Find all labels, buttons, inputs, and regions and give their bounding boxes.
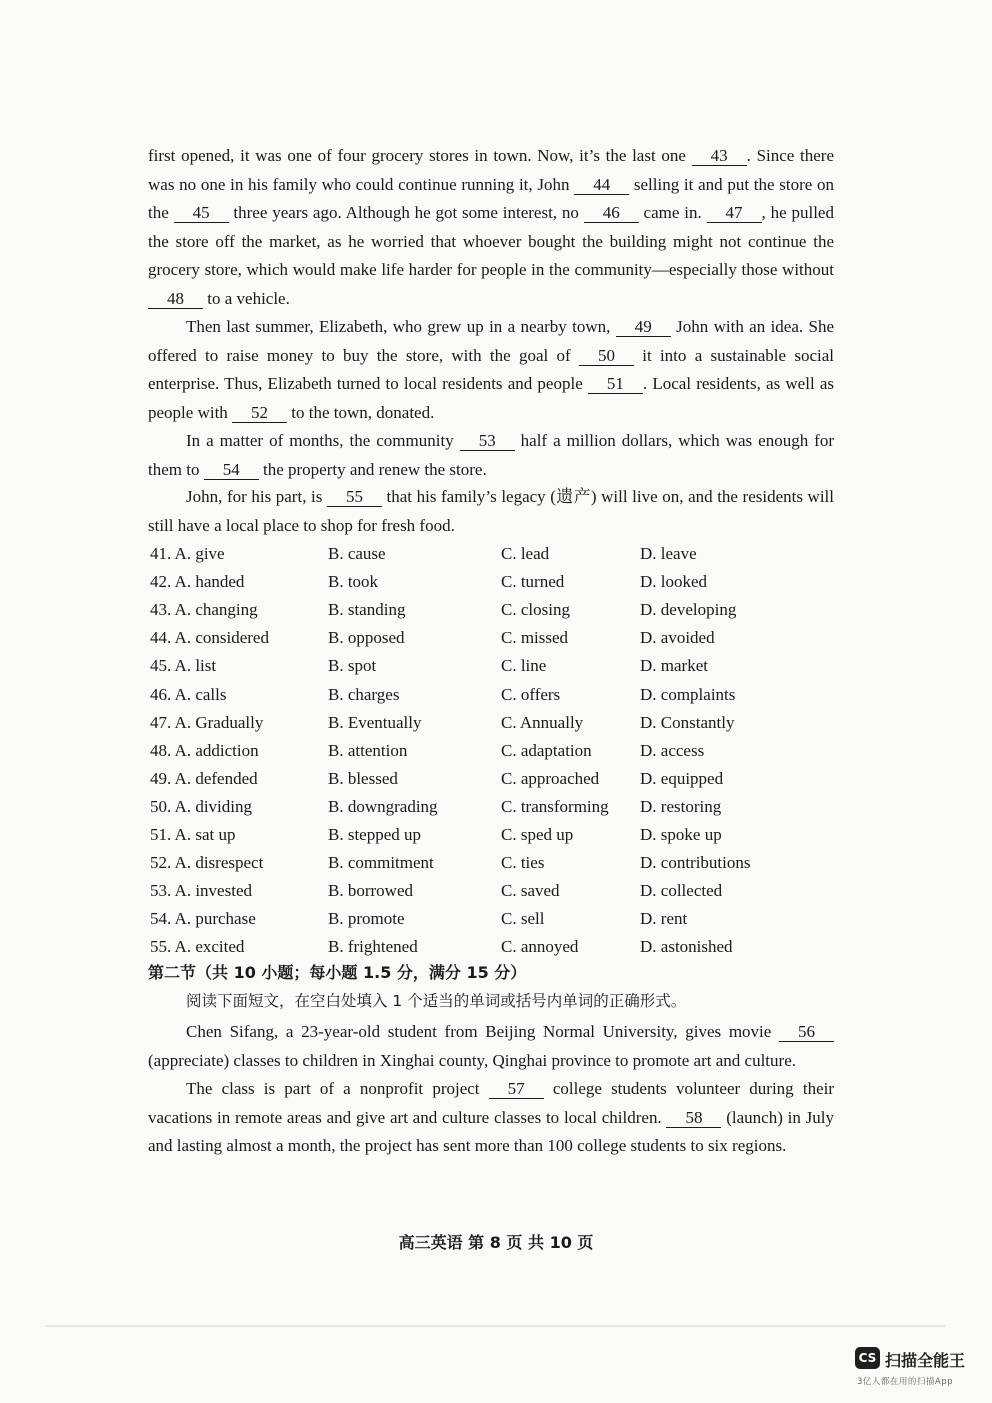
option-b: B. downgrading xyxy=(328,796,438,816)
blank-46: 46 xyxy=(584,204,639,223)
answer-options-table xyxy=(150,540,850,961)
blank-53: 53 xyxy=(460,432,515,451)
option-row xyxy=(150,793,850,821)
option-d: D. collected xyxy=(640,881,723,901)
option-c: C. ties xyxy=(501,853,545,873)
blank-45: 45 xyxy=(174,204,229,223)
blank-54: 54 xyxy=(204,461,259,480)
option-c: C. Annually xyxy=(501,712,584,732)
option-a: 51. A. sat up xyxy=(150,824,236,844)
passage-text: The class is part of a nonprofit project xyxy=(186,1079,489,1098)
scanner-watermark xyxy=(855,1347,973,1387)
option-a: 53. A. invested xyxy=(150,881,252,901)
passage-text: Chen Sifang, a 23-year-old student from Beijing Normal University, gives movie xyxy=(186,1022,779,1041)
option-c: C. line xyxy=(501,656,547,676)
option-c: C. transforming xyxy=(501,796,609,816)
passage-text: selling it and put the store on the xyxy=(148,174,834,222)
option-b: B. stepped up xyxy=(328,824,422,844)
passage-text: three years ago. Although he got some interest, no xyxy=(228,203,584,222)
option-d: D. looked xyxy=(640,572,708,592)
option-row xyxy=(150,709,850,737)
blank-48: 48 xyxy=(148,290,203,309)
option-b: B. attention xyxy=(328,740,408,760)
option-row xyxy=(150,877,850,905)
option-row xyxy=(150,737,850,765)
option-c: C. lead xyxy=(501,544,550,564)
blank-49: 49 xyxy=(616,318,671,337)
option-row xyxy=(150,624,850,652)
option-a: 44. A. considered xyxy=(150,628,269,648)
option-a: 52. A. disrespect xyxy=(150,853,264,873)
passage-text: (launch) in July and lasting almost a month, the project has sent more than 100 college students to six regions. xyxy=(148,1107,834,1155)
passage-text: John with an idea. She offered to raise money to buy the store, with the goal of xyxy=(148,317,834,365)
option-row xyxy=(150,765,850,793)
blank-47: 47 xyxy=(707,204,762,223)
option-b: B. frightened xyxy=(328,937,418,957)
option-b: B. standing xyxy=(328,600,406,620)
passage-text: In a matter of months, the community xyxy=(186,431,460,450)
passage-text: . Local residents, as well as people with xyxy=(148,374,834,422)
blank-58: 58 xyxy=(666,1109,721,1128)
option-d: D. complaints xyxy=(640,684,736,704)
option-a: 55. A. excited xyxy=(150,937,245,957)
option-d: D. avoided xyxy=(640,628,715,648)
option-d: D. market xyxy=(640,656,708,676)
option-a: 46. A. calls xyxy=(150,684,227,704)
passage-text: that his family’s legacy (遗产) will live on, and the residents will still have a local place to shop for fresh food. xyxy=(148,487,835,535)
passage-text: (appreciate) classes to children in Xinghai county, Qinghai province to promote art and culture. xyxy=(148,1050,796,1070)
passage-text: half a million dollars, which was enough for them to xyxy=(148,431,834,479)
option-a: 48. A. addiction xyxy=(150,740,259,760)
option-b: B. charges xyxy=(328,684,400,704)
passage-text: John, for his part, is xyxy=(186,487,327,506)
option-b: B. commitment xyxy=(328,853,434,873)
passage-text: to the town, donated. xyxy=(287,402,435,422)
option-c: C. sped up xyxy=(501,824,574,844)
option-b: B. spot xyxy=(328,656,377,676)
option-b: B. cause xyxy=(328,544,386,564)
option-c: C. adaptation xyxy=(501,740,592,760)
option-b: B. opposed xyxy=(328,628,405,648)
option-d: D. rent xyxy=(640,909,688,929)
passage-text: came in. xyxy=(638,203,707,222)
passage-text: first opened, it was one of four grocery stores in town. Now, it’s the last one xyxy=(148,146,692,165)
option-d: D. spoke up xyxy=(640,824,722,844)
option-a: 50. A. dividing xyxy=(150,796,253,816)
option-row xyxy=(150,849,850,877)
option-a: 45. A. list xyxy=(150,656,217,676)
option-a: 54. A. purchase xyxy=(150,909,256,929)
blank-55: 55 xyxy=(327,488,382,507)
passage-text: , he pulled the store off the market, as he worried that whoever bought the building might not continue the grocery store, which would make life harder for people in the community—especially those without xyxy=(148,203,834,279)
option-a: 47. A. Gradually xyxy=(150,712,264,732)
blank-52: 52 xyxy=(232,404,287,423)
option-a: 41. A. give xyxy=(150,544,225,564)
option-a: 43. A. changing xyxy=(150,600,258,620)
option-row xyxy=(150,680,850,708)
option-row xyxy=(150,905,850,933)
option-c: C. sell xyxy=(501,909,545,929)
passage-paragraph-1 xyxy=(148,142,834,313)
option-row xyxy=(150,568,850,596)
blank-51: 51 xyxy=(588,375,643,394)
blank-43: 43 xyxy=(692,147,747,166)
option-a: 49. A. defended xyxy=(150,768,258,788)
watermark-tagline: 3亿人都在用的扫描App xyxy=(857,1377,954,1387)
camscanner-logo-icon: CS xyxy=(855,1347,880,1369)
option-b: B. took xyxy=(328,572,379,592)
section-2-paragraph-1 xyxy=(148,1018,834,1075)
blank-50: 50 xyxy=(579,347,634,366)
section-2-heading: 第二节（共 10 小题；每小题 1.5 分，满分 15 分） xyxy=(148,963,527,982)
option-d: D. astonished xyxy=(640,937,733,957)
section-2-paragraph-2 xyxy=(148,1075,834,1161)
option-c: C. annoyed xyxy=(501,937,579,957)
option-row xyxy=(150,652,850,680)
option-d: D. contributions xyxy=(640,853,751,873)
option-d: D. Constantly xyxy=(640,712,735,732)
passage-text: . Since there was no one in his family who could continue running it, John xyxy=(148,146,834,194)
option-row xyxy=(150,821,850,849)
blank-44: 44 xyxy=(574,176,629,195)
option-c: C. offers xyxy=(501,684,561,704)
option-d: D. restoring xyxy=(640,796,722,816)
option-c: C. approached xyxy=(501,768,600,788)
passage-text: college students volunteer during their vacations in remote areas and give art and culture classes to local children. xyxy=(148,1079,834,1127)
option-d: D. leave xyxy=(640,544,697,564)
passage-text: to a vehicle. xyxy=(203,288,290,308)
passage-paragraph-2 xyxy=(148,313,834,427)
option-c: C. saved xyxy=(501,881,560,901)
option-d: D. equipped xyxy=(640,768,724,788)
option-b: B. Eventually xyxy=(328,712,422,732)
option-d: D. access xyxy=(640,740,705,760)
option-row xyxy=(150,596,850,624)
option-b: B. promote xyxy=(328,909,405,929)
option-a: 42. A. handed xyxy=(150,572,245,592)
option-b: B. blessed xyxy=(328,768,398,788)
page-footer: 高三英语 第 8 页 共 10 页 xyxy=(398,1233,594,1252)
option-row xyxy=(150,933,850,961)
blank-56: 56 xyxy=(779,1023,834,1042)
watermark-app-name: 扫描全能王 xyxy=(885,1351,966,1370)
passage-text: it into a sustainable social enterprise. Thus, Elizabeth turned to local residents and people xyxy=(148,345,834,393)
section-2-instruction: 阅读下面短文，在空白处填入 1 个适当的单词或括号内单词的正确形式。 xyxy=(186,992,687,1010)
option-c: C. turned xyxy=(501,572,565,592)
passage-paragraph-4 xyxy=(148,483,834,540)
option-row xyxy=(150,540,850,568)
option-c: C. missed xyxy=(501,628,569,648)
option-d: D. developing xyxy=(640,600,737,620)
scan-edge-line xyxy=(45,1325,945,1327)
passage-text: Then last summer, Elizabeth, who grew up in a nearby town, xyxy=(186,317,616,336)
option-c: C. closing xyxy=(501,600,570,620)
passage-text: the property and renew the store. xyxy=(258,459,487,479)
option-b: B. borrowed xyxy=(328,881,413,901)
passage-paragraph-3 xyxy=(148,427,834,484)
blank-57: 57 xyxy=(489,1080,544,1099)
